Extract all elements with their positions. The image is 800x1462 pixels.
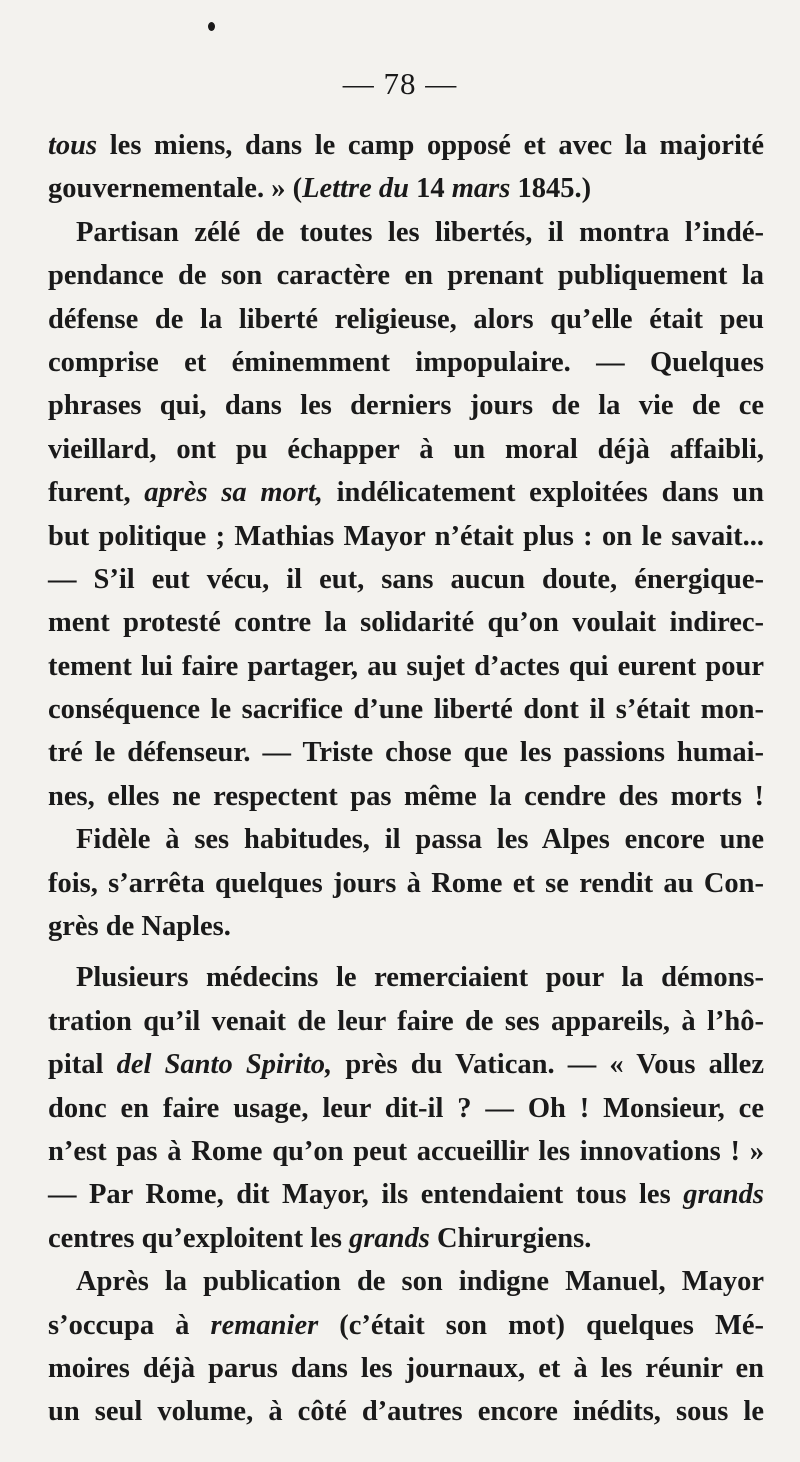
text-line: Après la publication de son indigne Manuel, Mayor	[76, 1266, 764, 1298]
text-line: gouvernementale. » (Lettre du 14 mars 1845.)	[48, 173, 592, 205]
text-line: n’est pas à Rome qu’on peut accueillir les innovations ! »	[48, 1135, 764, 1167]
page-number: — 78 —	[342, 66, 458, 101]
text-line: pital del Santo Spirito, près du Vatican. — « Vous allez	[48, 1049, 764, 1081]
text-line: nes, elles ne respectent pas même la cendre des morts !	[48, 780, 764, 812]
text-line: furent, après sa mort, indélicatement exploitées dans un	[48, 477, 765, 509]
text-line: but politique ; Mathias Mayor n’était plus : on le savait...	[48, 520, 764, 552]
text-line: tous les miens, dans le camp opposé et avec la majorité	[48, 130, 764, 161]
text-line: tement lui faire partager, au sujet d’actes qui eurent pour	[48, 650, 764, 682]
text-line: tré le défenseur. — Triste chose que les passions humai-	[48, 737, 764, 769]
body-text	[48, 124, 764, 1434]
text-line: — Par Rome, dit Mayor, ils entendaient tous les grands	[48, 1179, 764, 1211]
text-line: conséquence le sacrifice d’une liberté dont il s’était mon-	[48, 694, 764, 726]
text-line: défense de la liberté religieuse, alors qu’elle était peu	[48, 303, 764, 335]
text-line: un seul volume, à côté d’autres encore inédits, sous le	[48, 1396, 764, 1428]
text-line: s’occupa à remanier (c’était son mot) quelques Mé-	[48, 1309, 764, 1341]
ink-speck	[208, 22, 215, 31]
text-line: tration qu’il venait de leur faire de ses appareils, à l’hô-	[48, 1005, 764, 1037]
text-line: centres qu’exploitent les grands Chirurgiens.	[48, 1222, 592, 1254]
paragraph-gap	[48, 948, 764, 956]
text-line: vieillard, ont pu échapper à un moral déjà affaibli,	[48, 433, 764, 465]
text-line: phrases qui, dans les derniers jours de la vie de ce	[48, 390, 764, 422]
text-line: pendance de son caractère en prenant publiquement la	[48, 260, 764, 292]
text-line: ment protesté contre la solidarité qu’on voulait indirec-	[48, 607, 764, 639]
text-line: moires déjà parus dans les journaux, et à les réunir en	[48, 1352, 764, 1384]
text-line: grès de Naples.	[48, 911, 231, 943]
text-line: comprise et éminemment impopulaire. — Quelques	[48, 346, 764, 378]
text-line: Partisan zélé de toutes les libertés, il montra l’indé-	[76, 216, 764, 248]
text-line: Plusieurs médecins le remerciaient pour la démons-	[76, 962, 764, 994]
text-line: — S’il eut vécu, il eut, sans aucun doute, énergique-	[48, 563, 764, 595]
text-line: donc en faire usage, leur dit-il ? — Oh ! Monsieur, ce	[48, 1092, 764, 1124]
text-line: Fidèle à ses habitudes, il passa les Alpes encore une	[76, 824, 764, 856]
text-line: fois, s’arrêta quelques jours à Rome et se rendit au Con-	[48, 867, 764, 899]
